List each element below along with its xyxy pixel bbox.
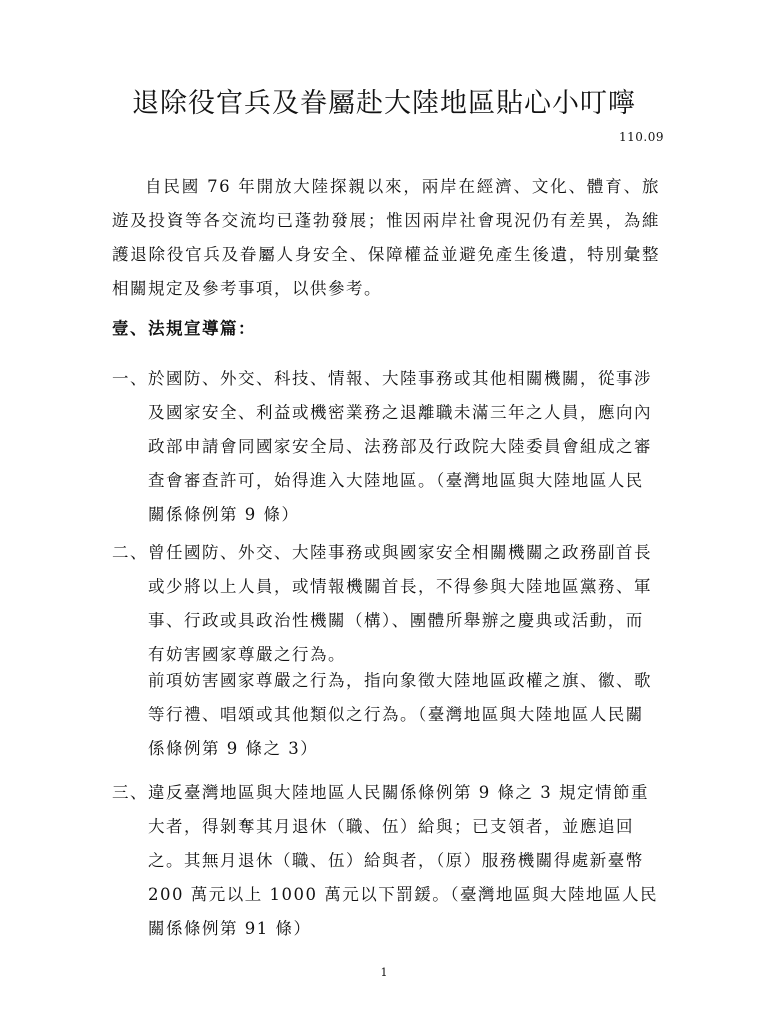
regulation-item-2-note: 前項妨害國家尊嚴之行為，指向象徵大陸地區政權之旗、徽、歌等行禮、唱頌或其他類似之行為。（臺灣地區與大陸地區人民關係條例第 9 條之 3） <box>148 671 652 758</box>
document-title: 退除役官兵及眷屬赴大陸地區貼心小叮嚀 <box>132 88 636 119</box>
document-date: 110.09 <box>619 130 664 144</box>
intro-paragraph: 自民國 76 年開放大陸探親以來，兩岸在經濟、文化、體育、旅遊及投資等各交流均已蓬勃發展；惟因兩岸社會現況仍有差異，為維護退除役官兵及眷屬人身安全、保障權益並避免產生後遺，特別彙整相關規定及參考事項，以供參考。 <box>112 177 660 298</box>
page-number: 1 <box>380 966 388 979</box>
regulation-item-3: 三、違反臺灣地區與大陸地區人民關係條例第 9 條之 3 規定情節重大者，得剝奪其月退休（職、伍）給與；已支領者，並應追回之。其無月退休（職、伍）給與者，（原）服務機關得處新臺幣 200 萬元以上 1000 萬元以下罰鍰。（臺灣地區與大陸地區人民關係條例第 91 條） <box>112 783 658 938</box>
regulation-item-1: 一、於國防、外交、科技、情報、大陸事務或其他相關機關，從事涉及國家安全、利益或機密業務之退離職未滿三年之人員，應向內政部申請會同國家安全局、法務部及行政院大陸委員會組成之審查會審查許可，始得進入大陸地區。（臺灣地區與大陸地區人民關係條例第 9 條） <box>112 369 652 524</box>
regulation-item-2: 二、曾任國防、外交、大陸事務或與國家安全相關機關之政務副首長或少將以上人員，或情報機關首長，不得參與大陸地區黨務、軍事、行政或具政治性機關（構）、團體所舉辦之慶典或活動，而有妨害國家尊嚴之行為。 <box>112 543 652 664</box>
section-heading: 壹、法規宣導篇： <box>112 319 256 338</box>
